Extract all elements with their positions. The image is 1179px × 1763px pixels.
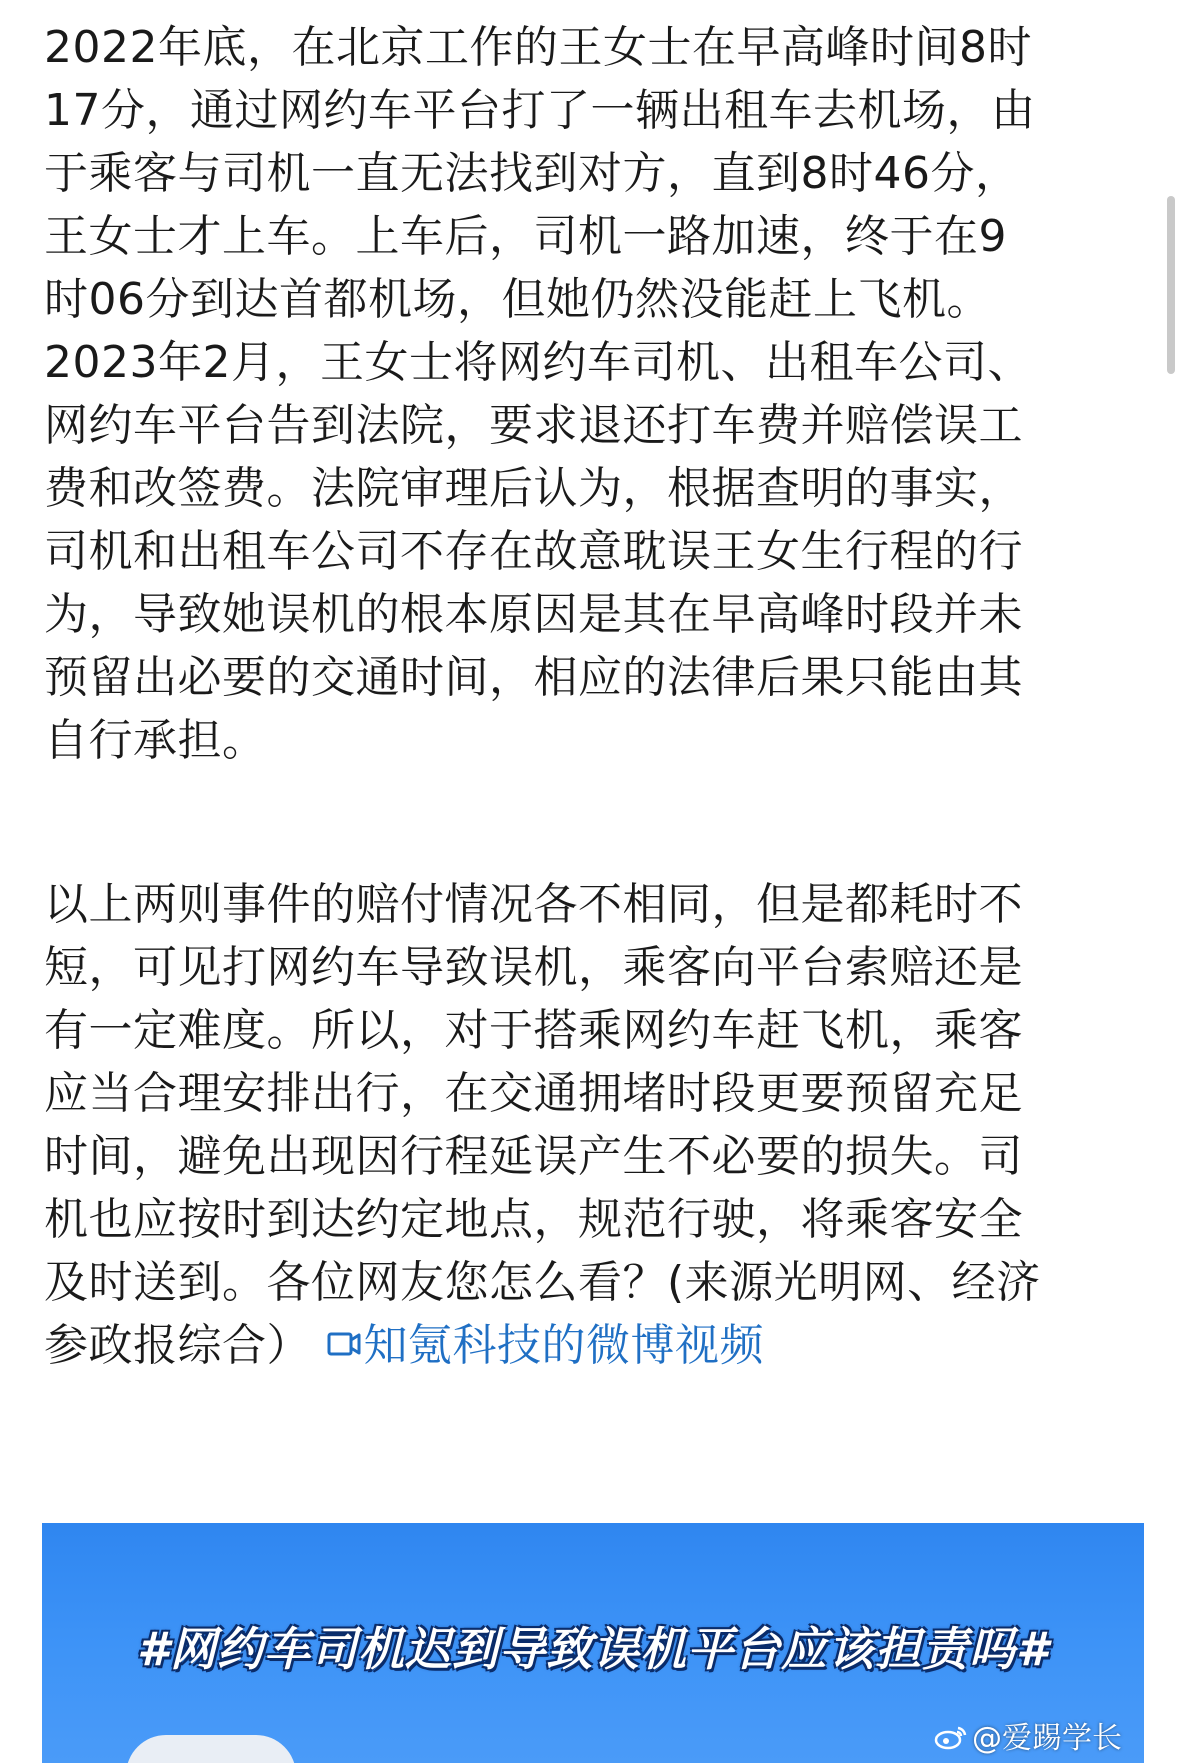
post-text-line: 费和改签费。法院审理后认为，根据查明的事实， (44, 463, 1023, 514)
post-body (44, 16, 1144, 1377)
weibo-video-link-label: 知氪科技的微博视频 (363, 1320, 764, 1371)
post-text-last-line (44, 1314, 1144, 1377)
post-text-line: 机也应按时到达约定地点，规范行驶，将乘客安全 (44, 1194, 1023, 1245)
scrollbar-thumb[interactable] (1167, 196, 1175, 374)
post-text-line: 为，导致她误机的根本原因是其在早高峰时段并未 (44, 589, 1023, 640)
post-text-line: 时间，避免出现因行程延误产生不必要的损失。司 (44, 1131, 1023, 1182)
post-text-line: 自行承担。 (44, 715, 267, 766)
post-text-line: 应当合理安排出行，在交通拥堵时段更要预留充足 (44, 1068, 1023, 1119)
video-thumbnail[interactable] (42, 1523, 1144, 1763)
thumbnail-scene-object (126, 1735, 296, 1763)
post-text-line: 及时送到。各位网友您怎么看？(来源光明网、经济 (44, 1257, 1041, 1308)
video-banner-title: #网约车司机迟到导致误机平台应该担责吗# (136, 1622, 1049, 1676)
post-text-tail: 参政报综合） (44, 1320, 311, 1371)
post-text-line: 王女士才上车。上车后，司机一路加速，终于在9 (44, 211, 1007, 262)
weibo-video-link[interactable] (326, 1320, 765, 1371)
watermark-text: @爱踢学长 (972, 1721, 1122, 1756)
watermark (934, 1713, 1122, 1757)
post-text-line: 2023年2月，王女士将网约车司机、出租车公司、 (44, 337, 1032, 388)
weibo-logo-icon (934, 1723, 968, 1751)
post-text-line: 短，可见打网约车导致误机，乘客向平台索赔还是 (44, 942, 1023, 993)
post-text-line: 时06分到达首都机场，但她仍然没能赶上飞机。 (44, 274, 991, 325)
post-text-line: 司机和出租车公司不存在故意耽误王女生行程的行 (44, 526, 1023, 577)
post-text-line: 网约车平台告到法院，要求退还打车费并赔偿误工 (44, 400, 1023, 451)
play-video-icon (326, 1324, 362, 1364)
post-text-line: 有一定难度。所以，对于搭乘网约车赶飞机，乘客 (44, 1005, 1023, 1056)
post-text-line: 以上两则事件的赔付情况各不相同，但是都耗时不 (44, 879, 1023, 930)
post-text-line: 2022年底，在北京工作的王女士在早高峰时间8时 (44, 22, 1032, 73)
post-text-line: 预留出必要的交通时间，相应的法律后果只能由其 (44, 652, 1023, 703)
post-text-line: 于乘客与司机一直无法找到对方，直到8时46分， (44, 148, 1020, 199)
paragraph-gap (44, 772, 1144, 873)
post-text-line: 17分，通过网约车平台打了一辆出租车去机场，由 (44, 85, 1036, 136)
